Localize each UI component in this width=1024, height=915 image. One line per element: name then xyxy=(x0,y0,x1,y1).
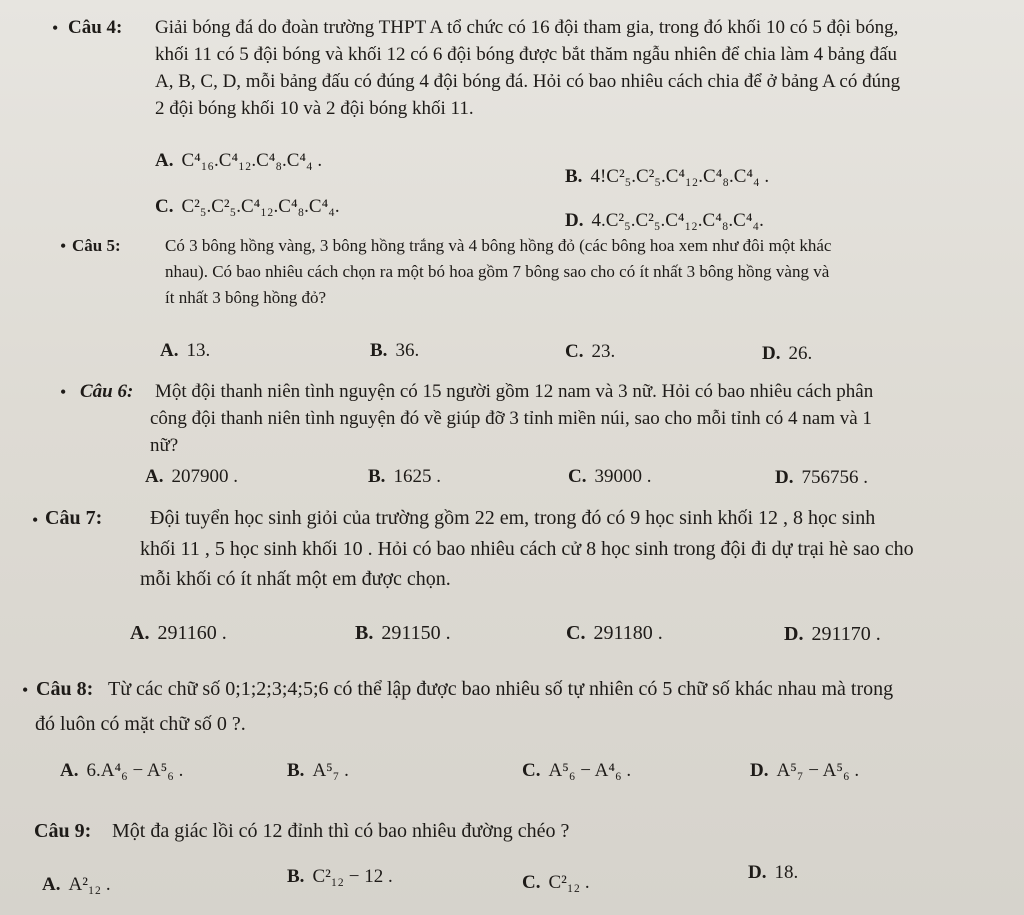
q9-option-a-label: A. xyxy=(42,874,61,895)
q6-option-a-label: A. xyxy=(145,466,164,487)
q4-option-b xyxy=(565,166,769,188)
q8-option-a xyxy=(60,760,183,782)
q8-option-d-text: A⁵₇ − A⁵₆ . xyxy=(776,760,860,781)
q4-option-c-label: C. xyxy=(155,196,174,217)
q5-option-a-label: A. xyxy=(160,340,179,361)
q8-option-a-text: 6.A⁴₆ − A⁵₆ . xyxy=(86,760,184,781)
q8-option-d xyxy=(750,760,859,782)
q4-label: Câu 4: xyxy=(68,17,123,38)
bullet-mark: • xyxy=(22,680,29,700)
q5-option-c-text: 23. xyxy=(591,341,616,362)
q4-option-b-text: 4!C²₅.C²₅.C⁴₁₂.C⁴₈.C⁴₄ . xyxy=(590,166,770,187)
q4-option-a-label: A. xyxy=(155,150,174,171)
q8-line-2: đó luôn có mặt chữ số 0 ?. xyxy=(35,713,246,735)
q9-option-a xyxy=(42,874,111,896)
q7-line-2: khối 11 , 5 học sinh khối 10 . Hỏi có bao nhiêu cách cử 8 học sinh trong đội đi dự trại hè sao cho xyxy=(140,538,914,560)
q4-option-d-text: 4.C²₅.C²₅.C⁴₁₂.C⁴₈.C⁴₄. xyxy=(591,210,764,231)
q5-option-a xyxy=(160,340,210,362)
q5-option-d-label: D. xyxy=(762,343,781,364)
q7-option-a-label: A. xyxy=(130,622,150,644)
q4-option-b-label: B. xyxy=(565,166,583,187)
q9-option-b-label: B. xyxy=(287,866,305,887)
q8-option-b-text: A⁵₇ . xyxy=(312,760,349,781)
q6-option-a xyxy=(145,466,238,488)
q4-line-2: khối 11 có 5 đội bóng và khối 12 có 6 đội bóng được bắt thăm ngẫu nhiên để chia làm 4 bảng đấu xyxy=(155,44,898,65)
q9-option-c xyxy=(522,872,590,894)
q6-option-c-label: C. xyxy=(568,466,587,487)
q4-option-d xyxy=(565,210,764,232)
q7-option-d-text: 291170 . xyxy=(811,623,881,645)
bullet-mark: • xyxy=(60,382,67,402)
q5-option-b-label: B. xyxy=(370,340,388,361)
q6-line-2: công đội thanh niên tình nguyện đó về giúp đỡ 3 tỉnh miền núi, sao cho mỗi tỉnh có 4 nam và 1 xyxy=(150,408,872,429)
q6-option-b-text: 1625 . xyxy=(393,466,441,487)
q6-label: Câu 6: xyxy=(80,381,134,402)
q6-option-d-label: D. xyxy=(775,467,794,488)
q6-option-d-text: 756756 . xyxy=(801,467,868,488)
q8-option-a-label: A. xyxy=(60,760,79,781)
q5-option-d xyxy=(762,343,812,365)
q5-label: Câu 5: xyxy=(72,236,121,255)
q7-label: Câu 7: xyxy=(45,507,103,529)
q4-option-a-text: C⁴₁₆.C⁴₁₂.C⁴₈.C⁴₄ . xyxy=(181,150,323,171)
q5-option-b xyxy=(370,340,419,362)
bullet-mark: • xyxy=(60,236,67,256)
q9-option-c-label: C. xyxy=(522,872,541,893)
q9-option-b xyxy=(287,866,393,888)
q8-option-b-label: B. xyxy=(287,760,305,781)
q6-option-b-label: B. xyxy=(368,466,386,487)
q9-option-d xyxy=(748,862,798,884)
q9-label: Câu 9: xyxy=(34,820,92,842)
q5-option-d-text: 26. xyxy=(788,343,813,364)
q5-line-3: ít nhất 3 bông hồng đỏ? xyxy=(165,288,327,307)
q5-line-1: Có 3 bông hồng vàng, 3 bông hồng trắng và 4 bông hồng đỏ (các bông hoa xem như đôi một khác xyxy=(165,236,832,255)
q5-option-a-text: 13. xyxy=(186,340,211,361)
q7-option-b xyxy=(355,622,451,645)
q4-option-c xyxy=(155,196,340,218)
q9-text: Một đa giác lồi có 12 đỉnh thì có bao nhiêu đường chéo ? xyxy=(112,820,570,842)
q6-option-c xyxy=(568,466,651,488)
q8-label: Câu 8: xyxy=(36,678,94,700)
q7-option-a xyxy=(130,622,227,645)
q5-line-2: nhau). Có bao nhiêu cách chọn ra một bó hoa gồm 7 bông sao cho có ít nhất 3 bông hồng vàng và xyxy=(165,262,830,281)
q7-option-b-label: B. xyxy=(355,622,374,644)
q9-option-c-text: C²₁₂ . xyxy=(548,872,590,893)
q4-line-3: A, B, C, D, mỗi bảng đấu có đúng 4 đội bóng đá. Hỏi có bao nhiêu cách chia để ở bảng A có đúng xyxy=(155,71,901,92)
q7-option-c-label: C. xyxy=(566,622,586,644)
q7-line-1: Đội tuyển học sinh giỏi của trường gồm 22 em, trong đó có 9 học sinh khối 12 , 8 học sinh xyxy=(150,507,876,529)
q4-option-d-label: D. xyxy=(565,210,584,231)
q4-option-c-text: C²₅.C²₅.C⁴₁₂.C⁴₈.C⁴₄. xyxy=(181,196,340,217)
q8-option-c-label: C. xyxy=(522,760,541,781)
q7-option-c xyxy=(566,622,663,645)
q5-option-b-text: 36. xyxy=(395,340,420,361)
q8-option-b xyxy=(287,760,349,782)
q9-option-a-text: A²₁₂ . xyxy=(68,874,111,895)
q4-option-a xyxy=(155,150,322,172)
q7-option-a-text: 291160 . xyxy=(157,622,227,644)
q6-option-d xyxy=(775,467,868,489)
bullet-mark: • xyxy=(32,510,39,530)
q5-option-c-label: C. xyxy=(565,341,584,362)
q6-option-c-text: 39000 . xyxy=(594,466,652,487)
q6-option-a-text: 207900 . xyxy=(171,466,238,487)
q8-option-c xyxy=(522,760,631,782)
q9-option-b-text: C²₁₂ − 12 . xyxy=(312,866,393,887)
q6-line-1: Một đội thanh niên tình nguyện có 15 người gồm 12 nam và 3 nữ. Hỏi có bao nhiêu cách phân xyxy=(155,381,874,402)
q9-option-d-text: 18. xyxy=(774,862,799,883)
q8-line-1: Từ các chữ số 0;1;2;3;4;5;6 có thể lập được bao nhiêu số tự nhiên có 5 chữ số khác nhau mà trong xyxy=(108,678,894,700)
q4-line-4: 2 đội bóng khối 10 và 2 đội bóng khối 11. xyxy=(155,98,474,119)
q7-option-d xyxy=(784,623,881,646)
q7-option-d-label: D. xyxy=(784,623,804,645)
q8-option-c-text: A⁵₆ − A⁴₆ . xyxy=(548,760,632,781)
q7-line-3: mỗi khối có ít nhất một em được chọn. xyxy=(140,568,451,590)
bullet-mark: • xyxy=(52,18,59,38)
q9-option-d-label: D. xyxy=(748,862,767,883)
q7-option-c-text: 291180 . xyxy=(593,622,663,644)
q6-line-3: nữ? xyxy=(150,435,179,456)
q5-option-c xyxy=(565,341,615,363)
q7-option-b-text: 291150 . xyxy=(381,622,451,644)
q8-option-d-label: D. xyxy=(750,760,769,781)
q6-option-b xyxy=(368,466,441,488)
q4-line-1: Giải bóng đá do đoàn trường THPT A tổ chức có 16 đội tham gia, trong đó khối 10 có 5 đội bóng, xyxy=(155,17,899,38)
